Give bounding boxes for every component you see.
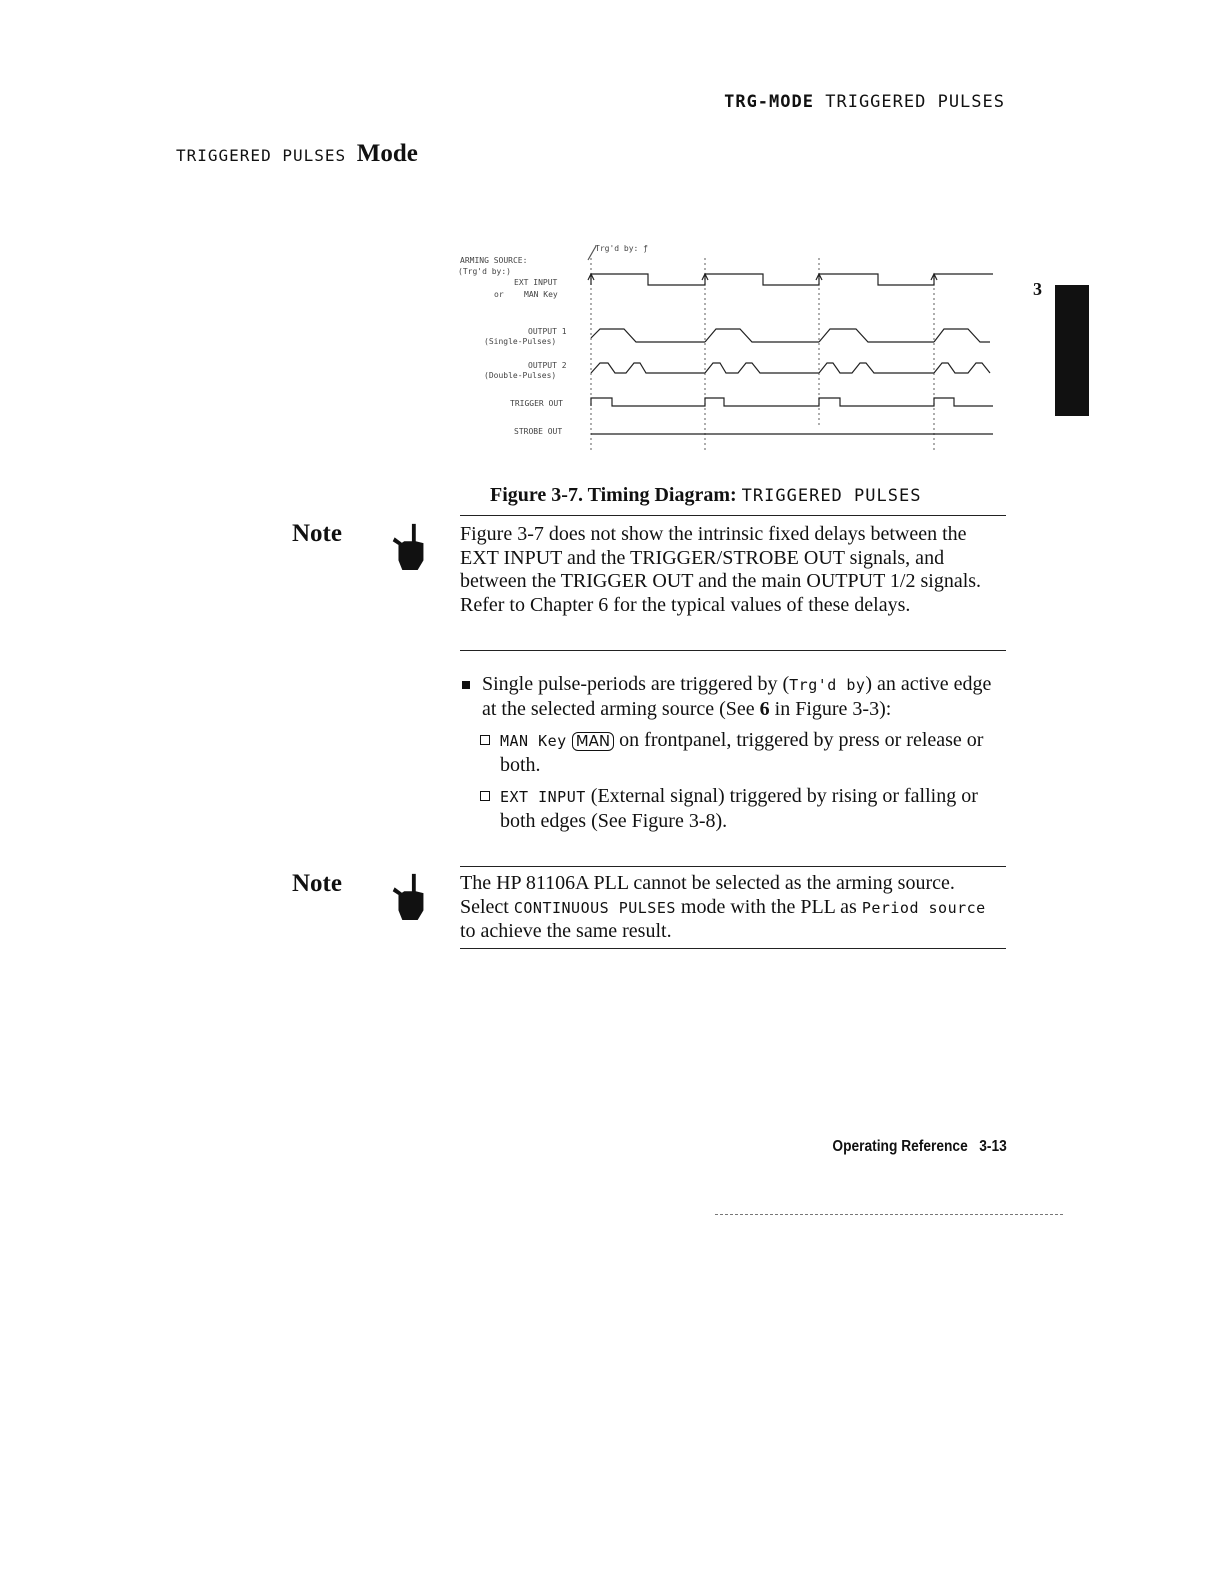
running-head-title: TRIGGERED PULSES <box>825 92 1005 112</box>
footer-page-number: 3-13 <box>979 1138 1007 1155</box>
label-trig-by: Trg'd by: ƒ <box>595 244 648 253</box>
man-key-icon: MAN <box>572 732 614 751</box>
trig-pointer <box>588 246 596 260</box>
label-ext-input: EXT INPUT <box>514 278 558 287</box>
bullet-square-icon <box>462 681 470 689</box>
footer-section: Operating Reference <box>832 1138 968 1155</box>
label-man-key: MAN Key <box>524 290 558 299</box>
arming-source-list <box>460 673 1006 833</box>
trigger-out-waveform <box>591 398 993 406</box>
rule-note2-top <box>460 866 1006 867</box>
rule-note2-bottom <box>460 948 1006 949</box>
section-title-mono: TRIGGERED PULSES <box>176 146 347 165</box>
sub-list-item-man-key: MAN Key MAN on frontpanel, triggered by press or release or both. <box>480 729 1006 777</box>
label-double-pulses: (Double-Pulses) <box>484 371 557 380</box>
label-or: or <box>494 290 504 299</box>
chapter-number: 3 <box>1033 279 1042 299</box>
running-head <box>724 92 1005 112</box>
label-trgd-by: (Trg'd by:) <box>458 267 511 276</box>
pointing-hand-icon <box>390 872 430 920</box>
page-footer <box>833 1138 1007 1156</box>
rule-note1-top <box>460 515 1006 516</box>
list-item-text: Single pulse-periods are triggered by (Trg'd by) an active edge at the selected arming source (See 6 in Figure 3-3): <box>482 673 992 720</box>
label-single-pulses: (Single-Pulses) <box>484 337 557 346</box>
output-2-waveform <box>591 363 990 373</box>
pointing-hand-icon <box>390 522 430 570</box>
rule-note1-bottom <box>460 650 1006 651</box>
label-trigger-out: TRIGGER OUT <box>510 399 563 408</box>
output-1-waveform <box>591 329 990 342</box>
note-2-label: Note <box>292 870 342 897</box>
section-title <box>176 140 418 168</box>
note-1-text: Figure 3-7 does not show the intrinsic fixed delays between the EXT INPUT and the TRIGGER/STROBE OUT signals, and between the TRIGGER OUT and the main OUTPUT 1/2 signals. Refer to Chapter 6 for the typical values of these delays. <box>460 523 982 616</box>
running-head-mode: TRG-MODE <box>724 92 814 112</box>
checkbox-square-icon <box>480 791 490 801</box>
timing-diagram <box>428 238 1008 458</box>
sub-list-item-ext-input: EXT INPUT (External signal) triggered by rising or falling or both edges (See Figure 3-8). <box>480 785 1006 833</box>
chapter-thumb-tab <box>1055 285 1089 416</box>
note-2-text: The HP 81106A PLL cannot be selected as the arming source. Select CONTINUOUS PULSES mode with the PLL as Period source to achieve the same result. <box>460 872 986 942</box>
note-1-label: Note <box>292 520 342 547</box>
figure-caption <box>490 484 921 507</box>
label-output-2: OUTPUT 2 <box>528 361 567 370</box>
checkbox-square-icon <box>480 735 490 745</box>
figure-caption-mode: TRIGGERED PULSES <box>741 486 922 506</box>
label-strobe-out: STROBE OUT <box>514 427 563 436</box>
diagram-labels <box>458 244 648 436</box>
label-output-1: OUTPUT 1 <box>528 327 567 336</box>
figure-caption-title: Figure 3-7. Timing Diagram: <box>490 484 737 506</box>
list-item <box>460 673 1006 721</box>
label-arming-source: ARMING SOURCE: <box>460 256 528 265</box>
section-title-mode: Mode <box>356 140 418 167</box>
footer-rule <box>715 1214 1063 1215</box>
